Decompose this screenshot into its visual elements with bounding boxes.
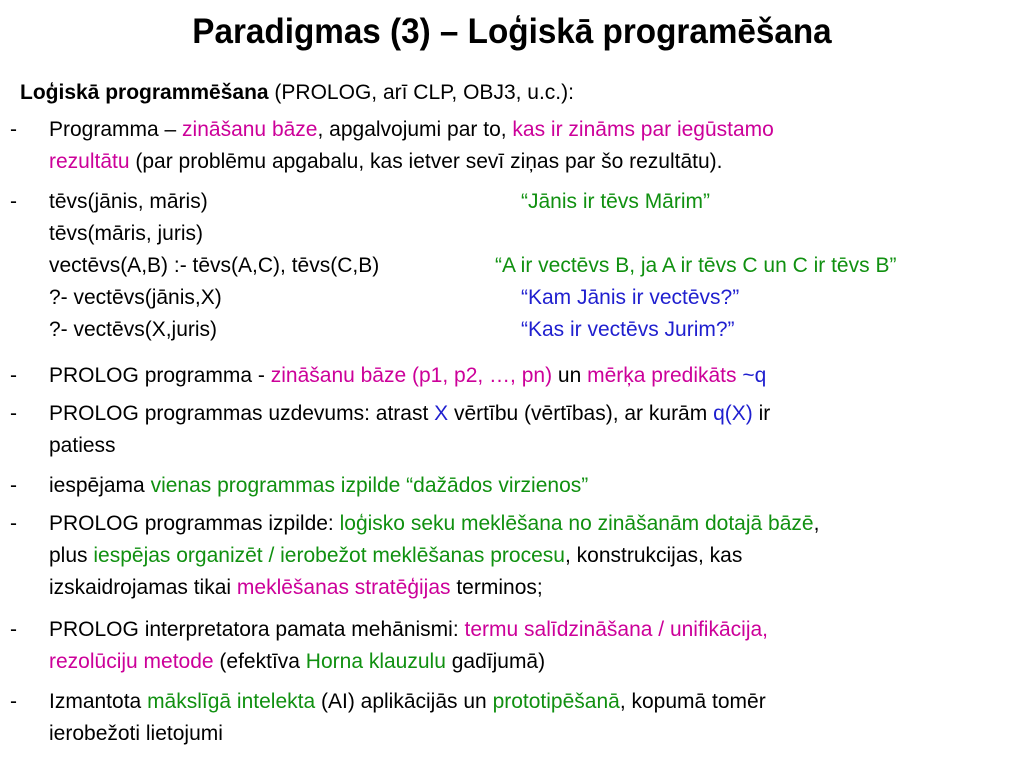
text-run: , [813,512,820,535]
bullet-dash: - [10,190,17,213]
bullet-dash: - [10,618,17,641]
code-line: tēvs(māris, juris) [49,222,204,245]
bullet-dash: - [10,690,17,713]
bullet-line [49,572,1009,604]
text-run: iespējas organizēt / ierobežot meklēšanas procesu [93,544,565,567]
text-run: iespējama [49,474,151,497]
code-line: tēvs(jānis, māris) [49,190,208,213]
text-run: prototipēšanā [492,690,620,713]
bullet-dash: - [10,402,17,425]
bullet-line [49,686,1009,718]
text-run: ierobežoti lietojumi [49,722,223,745]
code-line: vectēvs(A,B) :- tēvs(A,C), tēvs(C,B) [49,254,380,277]
code-comment: “Kas ir vectēvs Jurim?” [521,318,735,341]
code-line: ?- vectēvs(X,juris) [49,318,218,341]
text-run: mākslīgā intelekta [147,690,316,713]
text-run: , apgalvojumi par to, [317,118,513,141]
text-run: PROLOG programmas izpilde: [49,512,340,535]
text-run: X [434,402,449,425]
bullet-dash: - [10,512,17,535]
text-run: Horna klauzulu [305,650,446,673]
slide-subtitle [20,78,574,108]
text-run: un [552,364,588,387]
bullet-line [49,718,1009,750]
text-run: gadījumā) [445,650,546,673]
bullet-line [49,540,1009,572]
subtitle-bold: Loģiskā programmēšana [20,81,269,104]
bullet-line [49,646,1009,678]
bullet-line [49,360,1009,392]
text-run: PROLOG interpretatora pamata mehānismi: [49,618,465,641]
text-run: q(X) [713,402,753,425]
bullet-line [49,614,1009,646]
text-run: (efektīva [213,650,306,673]
text-run: ~q [736,364,767,387]
text-run: PROLOG programmas uzdevums: atrast [49,402,435,425]
text-run: termu salīdzināšana / unifikācija, [464,618,769,641]
code-comment: “Kam Jānis ir vectēvs?” [521,286,740,309]
text-run: Izmantota [49,690,148,713]
code-comment: “Jānis ir tēvs Mārim” [521,190,711,213]
text-run: patiess [49,434,116,457]
text-run: meklēšanas stratēģijas [236,576,451,599]
bullet-line [49,508,1009,540]
text-run: loģisko seku meklēšana no zināšanām dotajā bāzē [339,512,814,535]
code-line: ?- vectēvs(jānis,X) [49,286,222,309]
text-run: zināšanu bāze [182,118,318,141]
text-run: vērtību (vērtības), ar kurām [448,402,714,425]
text-run: (AI) aplikācijās un [315,690,493,713]
bullet-line [49,146,1009,178]
bullet-line [49,114,1009,146]
code-comment: “A ir vectēvs B, ja A ir tēvs C un C ir tēvs B” [495,254,897,277]
subtitle-rest: (PROLOG, arī CLP, OBJ3, u.c.): [268,81,574,104]
text-run: ir [752,402,771,425]
bullet-line [49,430,1009,462]
text-run: mērķa predikāts [587,364,737,387]
bullet-dash: - [10,118,17,141]
bullet-dash: - [10,474,17,497]
text-run: (par problēmu apgabalu, kas ietver sevī ziņas par šo rezultātu). [129,150,723,173]
text-run: , konstrukcijas, kas [564,544,743,567]
text-run: zināšanu bāze (p1, p2, …, pn) [270,364,553,387]
text-run: Programma – [49,118,183,141]
text-run: , kopumā tomēr [619,690,766,713]
text-run: kas ir zināms par iegūstamo [512,118,774,141]
text-run: izskaidrojamas tikai [49,576,237,599]
slide-title: Paradigmas (3) – Loģiskā programēšana [192,12,832,51]
bullet-dash: - [10,364,17,387]
text-run: terminos; [450,576,543,599]
text-run: PROLOG programma - [49,364,271,387]
bullet-line [49,398,1009,430]
bullet-line [49,470,1009,502]
text-run: rezultātu [49,150,130,173]
text-run: vienas programmas izpilde “dažādos virzienos” [150,474,589,497]
text-run: plus [49,544,94,567]
text-run: rezolūciju metode [49,650,214,673]
